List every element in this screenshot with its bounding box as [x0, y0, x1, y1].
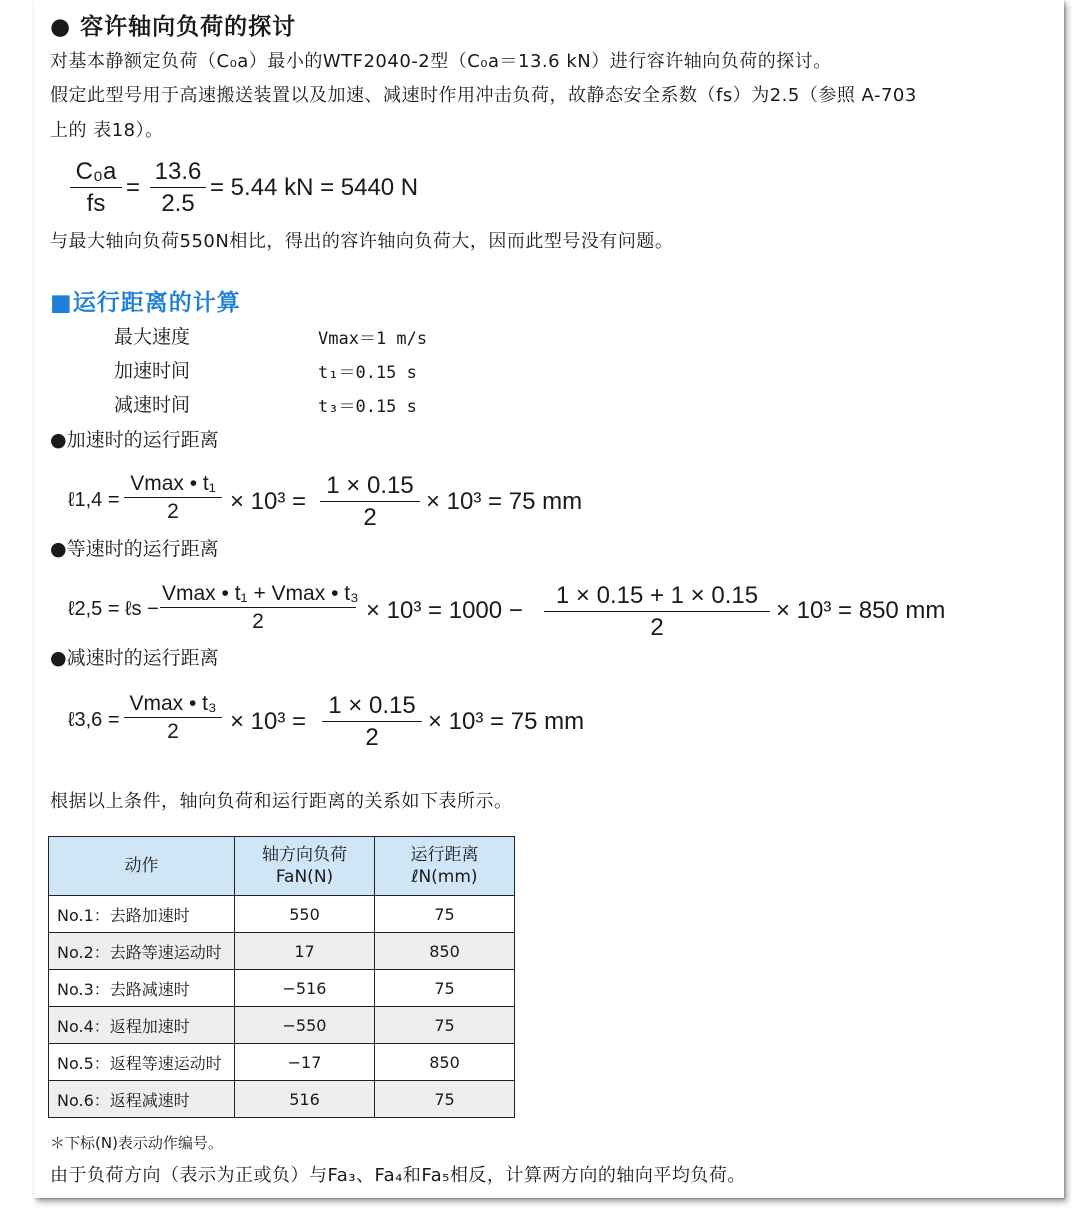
- section-heading-travel-distance: ■运行距离的计算: [50, 290, 241, 316]
- fraction-denominator: 2: [167, 720, 179, 743]
- header-line: 运行距离: [410, 845, 479, 865]
- table-header-row: [49, 837, 515, 896]
- table-row: [49, 896, 515, 933]
- closing-text: 由于负荷方向（表示为正或负）与Fa₃、Fa₄和Fa₅相反，计算两方向的轴向平均负荷。: [50, 1165, 746, 1186]
- section-heading-allowable-load: ● 容许轴向负荷的探讨: [50, 14, 297, 40]
- table-row: [49, 1007, 515, 1044]
- fraction-denominator: 2: [365, 724, 379, 751]
- cell-distance: 850: [375, 1044, 515, 1081]
- formula-fraction: [544, 582, 770, 642]
- fraction-denominator: 2: [252, 610, 264, 633]
- fraction-numerator: 1 × 0.15: [320, 472, 420, 502]
- fraction-denominator: 2: [363, 504, 377, 531]
- formula-result: × 10³ = 75 mm: [428, 708, 585, 735]
- fraction-denominator: 2: [650, 614, 664, 641]
- fraction-numerator: 1 × 0.15: [322, 692, 422, 722]
- cell-distance: 75: [375, 1081, 515, 1118]
- paragraph-line-3: 上的 表18）。: [50, 120, 164, 141]
- formula-fraction: [124, 472, 222, 524]
- param-label: 最大速度: [114, 326, 191, 348]
- paragraph-line-2: 假定此型号用于高速搬送装置以及加速、减速时作用冲击负荷，故静态安全系数（fs）为2.5（参照 A-703: [50, 85, 917, 106]
- fraction-numerator: Vmax • t₃: [124, 692, 222, 718]
- fraction-numerator: Vmax • t₁ + Vmax • t₃: [160, 582, 356, 608]
- formula-mid: × 10³ = 1000 −: [366, 597, 523, 624]
- header-line: ℓN(mm): [411, 867, 478, 887]
- param-value: t₁＝0.15 s: [318, 363, 417, 383]
- header-line: FaN(N): [275, 867, 334, 887]
- cell-distance: 75: [375, 896, 515, 933]
- cell-action: No.2：去路等速运动时: [49, 933, 235, 970]
- cell-load: 516: [235, 1081, 375, 1118]
- cell-load: −516: [235, 970, 375, 1007]
- cell-action: No.1：去路加速时: [49, 896, 235, 933]
- subheading-accel: ●加速时的运行距离: [50, 429, 219, 451]
- formula-fraction: [124, 692, 222, 744]
- document-page: [34, 0, 1064, 1198]
- formula-fraction: [322, 692, 422, 752]
- cell-load: 550: [235, 896, 375, 933]
- formula-result: = 5.44 kN = 5440 N: [210, 174, 419, 201]
- formula-fraction: [320, 472, 420, 532]
- formula-lhs: ℓ2,5 = ℓs −: [68, 598, 159, 620]
- table-intro: 根据以上条件，轴向负荷和运行距离的关系如下表所示。: [50, 791, 513, 812]
- formula-fraction: [160, 582, 359, 634]
- fraction-denominator: 2: [167, 500, 179, 523]
- equals-sign: =: [126, 174, 141, 201]
- cell-load: 17: [235, 933, 375, 970]
- table-row: [49, 1081, 515, 1118]
- formula-result: × 10³ = 850 mm: [776, 597, 946, 624]
- cell-action: No.3：去路减速时: [49, 970, 235, 1007]
- table-footnote: ＊下标(N)表示动作编号。: [50, 1134, 223, 1152]
- formula-times: × 10³ =: [230, 488, 307, 515]
- param-label: 加速时间: [114, 360, 191, 382]
- header-travel-distance: [375, 837, 515, 896]
- conclusion-text: 与最大轴向负荷550N相比，得出的容许轴向负荷大，因而此型号没有问题。: [50, 231, 674, 252]
- cell-action: No.5：返程等速运动时: [49, 1044, 235, 1081]
- fraction-numerator: 13.6: [150, 158, 206, 188]
- param-value: t₃＝0.15 s: [318, 397, 417, 417]
- cell-distance: 75: [375, 1007, 515, 1044]
- cell-distance: 850: [375, 933, 515, 970]
- fraction-numerator: C₀a: [70, 158, 122, 188]
- fraction-numerator: 1 × 0.15 + 1 × 0.15: [544, 582, 770, 612]
- formula-fraction-values: [150, 158, 206, 218]
- header-axial-load: [235, 837, 375, 896]
- header-line: 轴方向负荷: [262, 845, 347, 865]
- formula-times: × 10³ =: [230, 708, 307, 735]
- fraction-denominator: 2.5: [161, 190, 195, 217]
- cell-load: −17: [235, 1044, 375, 1081]
- subheading-constant: ●等速时的运行距离: [50, 538, 219, 560]
- cell-distance: 75: [375, 970, 515, 1007]
- table-row: [49, 1044, 515, 1081]
- formula-lhs: ℓ3,6 =: [68, 709, 120, 731]
- formula-result: × 10³ = 75 mm: [426, 488, 583, 515]
- cell-load: −550: [235, 1007, 375, 1044]
- subheading-decel: ●减速时的运行距离: [50, 647, 219, 669]
- param-label: 减速时间: [114, 394, 191, 416]
- table-row: [49, 970, 515, 1007]
- formula-lhs: ℓ1,4 =: [68, 489, 120, 511]
- load-distance-table: [48, 836, 515, 1118]
- table-row: [49, 933, 515, 970]
- param-value: Vmax＝1 m/s: [318, 329, 428, 349]
- formula-fraction-c0a-fs: [70, 158, 122, 218]
- cell-action: No.4：返程加速时: [49, 1007, 235, 1044]
- paragraph-line-1: 对基本静额定负荷（C₀a）最小的WTF2040-2型（C₀a＝13.6 kN）进行容许轴向负荷的探讨。: [50, 51, 832, 72]
- header-action: 动作: [49, 837, 235, 896]
- fraction-denominator: fs: [86, 190, 106, 217]
- fraction-numerator: Vmax • t₁: [124, 472, 222, 498]
- cell-action: No.6：返程减速时: [49, 1081, 235, 1118]
